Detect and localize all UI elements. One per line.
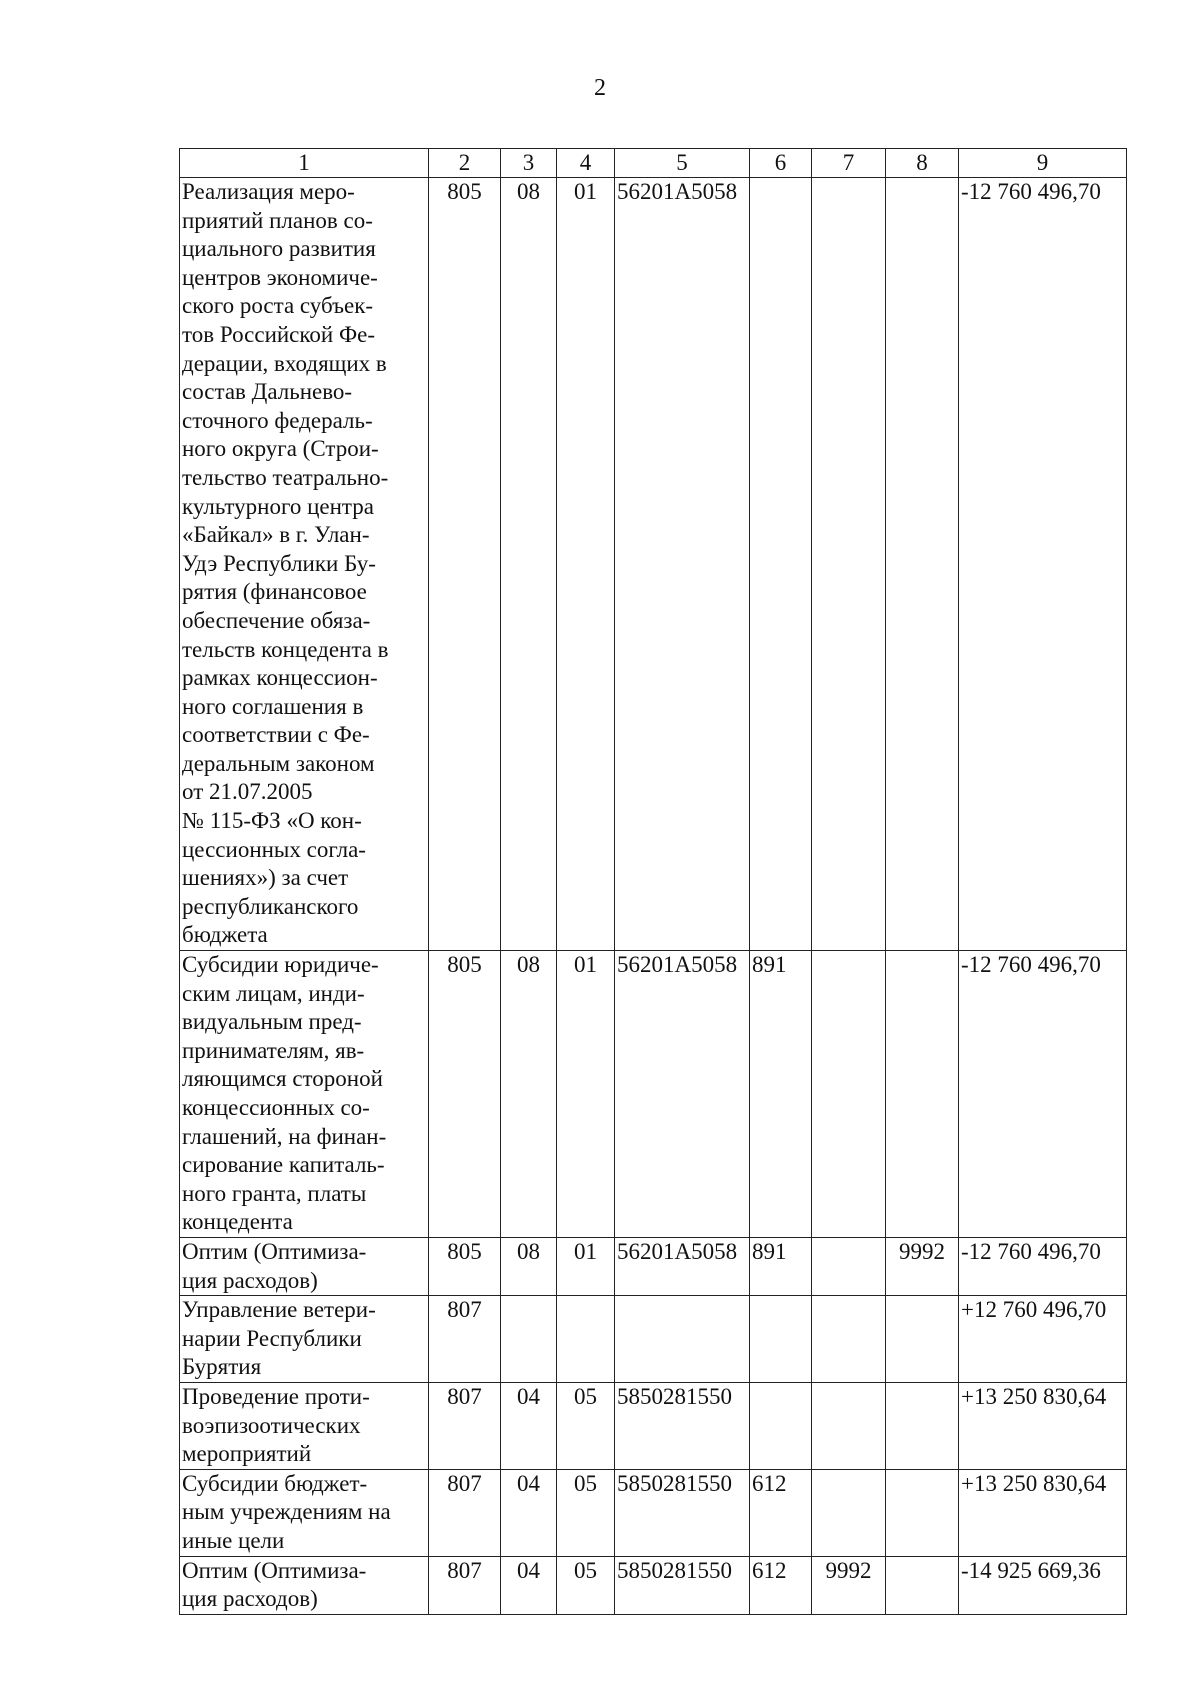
row-name: Субсидии юридиче- ским лицам, инди- видуальным пред- принимателям, яв- ляющимся стороной концессионных со- глашений, на финан- сирование капиталь- ного гранта, платы концедента: [180, 951, 429, 1238]
row-target-code: 56201А5058: [615, 178, 750, 951]
row-target-code: 56201А5058: [615, 1237, 750, 1295]
row-subsection-code: 05: [557, 1382, 615, 1469]
row-expense-type: [750, 1382, 812, 1469]
row-name: Оптим (Оптимиза- ция расходов): [180, 1237, 429, 1295]
row-ministry-code: 807: [429, 1382, 501, 1469]
row-col8: 9992: [886, 1237, 959, 1295]
column-header-5: 5: [615, 149, 750, 178]
row-name: Реализация меро- приятий планов со- циального развития центров экономиче- ского роста субъек- тов Российской Фе- дерации, входящих в состав Дальнево- сточного федераль- ного округа (Строи- тельство театрально- культурного центра «Байкал» в г. Улан- Удэ Республики Бу- рятия (финансовое обеспечение обяза- тельств концедента в рамках концессион- ного соглашения в соответствии с Фе- деральным законом от 21.07.2005 № 115-ФЗ «О кон- цессионных согла- шениях») за счет республиканского бюджета: [180, 178, 429, 951]
row-subsection-code: 05: [557, 1469, 615, 1556]
row-amount: -12 760 496,70: [959, 178, 1127, 951]
row-subsection-code: 05: [557, 1556, 615, 1614]
column-header-9: 9: [959, 149, 1127, 178]
row-subsection-code: 01: [557, 178, 615, 951]
row-amount: -12 760 496,70: [959, 1237, 1127, 1295]
row-target-code: [615, 1296, 750, 1383]
row-subsection-code: 01: [557, 1237, 615, 1295]
row-col8: [886, 1382, 959, 1469]
row-section-code: 08: [501, 178, 557, 951]
row-section-code: 04: [501, 1469, 557, 1556]
row-ministry-code: 805: [429, 1237, 501, 1295]
row-name: Управление ветери- нарии Республики Бурятия: [180, 1296, 429, 1383]
row-expense-type: 612: [750, 1556, 812, 1614]
row-target-code: 5850281550: [615, 1469, 750, 1556]
column-header-4: 4: [557, 149, 615, 178]
row-section-code: 08: [501, 951, 557, 1238]
row-amount: +13 250 830,64: [959, 1382, 1127, 1469]
row-section-code: 04: [501, 1556, 557, 1614]
row-col8: [886, 178, 959, 951]
row-ministry-code: 807: [429, 1296, 501, 1383]
row-col8: [886, 951, 959, 1238]
budget-table: [179, 148, 1127, 1615]
row-col7: 9992: [812, 1556, 886, 1614]
row-expense-type: [750, 1296, 812, 1383]
column-header-3: 3: [501, 149, 557, 178]
column-header-1: 1: [180, 149, 429, 178]
row-expense-type: [750, 178, 812, 951]
table-row: [180, 1382, 1127, 1469]
row-col7: [812, 1296, 886, 1383]
row-col8: [886, 1556, 959, 1614]
row-amount: +13 250 830,64: [959, 1469, 1127, 1556]
table-row: [180, 1296, 1127, 1383]
row-subsection-code: 01: [557, 951, 615, 1238]
row-col7: [812, 951, 886, 1238]
row-subsection-code: [557, 1296, 615, 1383]
column-header-2: 2: [429, 149, 501, 178]
row-amount: -14 925 669,36: [959, 1556, 1127, 1614]
column-header-7: 7: [812, 149, 886, 178]
row-ministry-code: 807: [429, 1556, 501, 1614]
row-col8: [886, 1296, 959, 1383]
row-ministry-code: 807: [429, 1469, 501, 1556]
row-section-code: [501, 1296, 557, 1383]
table-row: [180, 1556, 1127, 1614]
row-col7: [812, 1469, 886, 1556]
row-ministry-code: 805: [429, 951, 501, 1238]
row-col7: [812, 178, 886, 951]
row-expense-type: 612: [750, 1469, 812, 1556]
row-expense-type: 891: [750, 1237, 812, 1295]
table-row: [180, 1237, 1127, 1295]
row-section-code: 08: [501, 1237, 557, 1295]
table-row: [180, 1469, 1127, 1556]
header-row: [180, 149, 1127, 178]
row-ministry-code: 805: [429, 178, 501, 951]
row-target-code: 5850281550: [615, 1556, 750, 1614]
row-section-code: 04: [501, 1382, 557, 1469]
row-col8: [886, 1469, 959, 1556]
row-name: Субсидии бюджет- ным учреждениям на иные цели: [180, 1469, 429, 1556]
column-header-6: 6: [750, 149, 812, 178]
row-name: Оптим (Оптимиза- ция расходов): [180, 1556, 429, 1614]
row-target-code: 56201А5058: [615, 951, 750, 1238]
row-amount: -12 760 496,70: [959, 951, 1127, 1238]
row-col7: [812, 1237, 886, 1295]
row-target-code: 5850281550: [615, 1382, 750, 1469]
row-col7: [812, 1382, 886, 1469]
table-row: [180, 178, 1127, 951]
table-row: [180, 951, 1127, 1238]
row-name: Проведение проти- воэпизоотических мероприятий: [180, 1382, 429, 1469]
row-expense-type: 891: [750, 951, 812, 1238]
page-number: 2: [594, 75, 606, 101]
column-header-8: 8: [886, 149, 959, 178]
row-amount: +12 760 496,70: [959, 1296, 1127, 1383]
